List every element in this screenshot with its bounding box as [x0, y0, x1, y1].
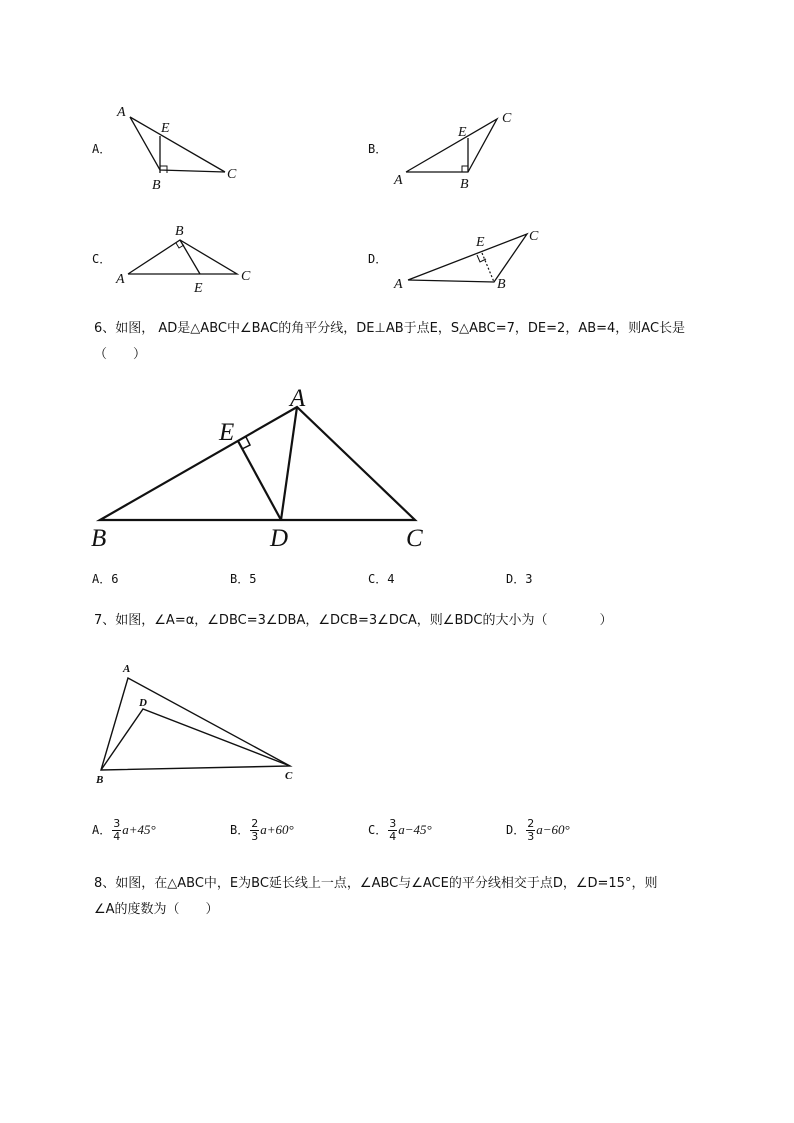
q7-point-b: B [96, 774, 104, 786]
q7-option-c-expr: a−45° [398, 822, 432, 837]
q5-option-a-label[interactable]: A． [92, 142, 112, 156]
q6-point-c: C [406, 525, 423, 552]
q5a-point-b: B [152, 178, 161, 193]
q5a-point-e: E [161, 121, 170, 136]
q5-option-c-label[interactable]: C． [92, 252, 112, 266]
q7-option-d-expr: a−60° [536, 822, 570, 837]
q6-option-b[interactable]: B．5 [230, 572, 257, 586]
q5d-point-a: A [394, 277, 403, 292]
q7-option-c-fraction: $\frac{3}{4}$ [389, 817, 397, 843]
q6-option-a[interactable]: A．6 [92, 572, 119, 586]
q7-option-a[interactable] [92, 818, 156, 843]
q5c-point-a: A [116, 272, 125, 287]
q7-option-d-fraction: $\frac{2}{3}$ [527, 817, 535, 843]
q7-option-c-label: C． [368, 823, 388, 837]
q7-option-a-fraction: $\frac{3}{4}$ [113, 817, 121, 843]
q7-option-b-expr: a+60° [260, 822, 294, 837]
q5c-point-e: E [194, 281, 203, 296]
q6-option-d[interactable]: D．3 [506, 572, 533, 586]
q5d-point-c: C [529, 229, 539, 244]
q7-stem-line1: 7、如图，∠A=α，∠DBC=3∠DBA，∠DCB=3∠DCA，则∠BDC的大小为（ ） [94, 613, 613, 628]
q7-option-c[interactable] [368, 818, 432, 843]
q6-point-e: E [219, 419, 235, 446]
q5b-point-e: E [458, 125, 467, 140]
q6-point-a: A [290, 385, 306, 412]
q7-option-b-label: B． [230, 823, 250, 837]
q5-option-d-label[interactable]: D． [368, 252, 388, 266]
q7-option-d[interactable] [506, 818, 570, 843]
q5a-point-c: C [227, 167, 237, 182]
q8-stem-line2: ∠A的度数为（ ） [94, 902, 219, 917]
q7-point-d: D [139, 697, 147, 709]
q7-point-c: C [285, 770, 293, 782]
q5-option-b-label[interactable]: B． [368, 142, 388, 156]
q7-option-b[interactable] [230, 818, 294, 843]
q7-option-a-label: A． [92, 823, 112, 837]
q6-point-b: B [91, 525, 107, 552]
q6-option-c[interactable]: C．4 [368, 572, 395, 586]
q5b-point-c: C [502, 111, 512, 126]
q8-stem-line1: 8、如图，在△ABC中，E为BC延长线上一点，∠ABC与∠ACE的平分线相交于点D，∠D=15°，则 [94, 876, 658, 891]
q6-point-d: D [270, 525, 289, 552]
q5b-point-a: A [394, 173, 403, 188]
q5d-point-b: B [497, 277, 506, 292]
q7-option-d-label: D． [506, 823, 526, 837]
q7-point-a: A [123, 663, 131, 675]
q5a-point-a: A [117, 105, 126, 120]
q5c-point-c: C [241, 269, 251, 284]
q6-stem-line2: （ ） [94, 347, 147, 362]
q5c-point-b: B [175, 224, 184, 239]
q5d-point-e: E [476, 235, 485, 250]
q7-option-b-fraction: $\frac{2}{3}$ [251, 817, 259, 843]
q7-option-a-expr: a+45° [122, 822, 156, 837]
q5b-point-b: B [460, 177, 469, 192]
q6-stem-line1: 6、如图， AD是△ABC中∠BAC的角平分线，DE⊥AB于点E，S△ABC=7，DE=2，AB=4，则AC长是 [94, 321, 686, 336]
